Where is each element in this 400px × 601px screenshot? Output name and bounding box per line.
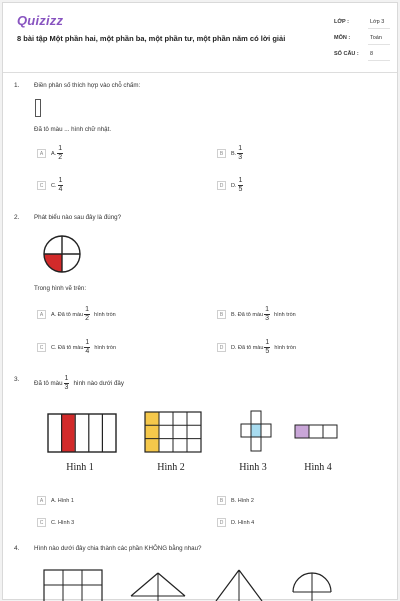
q3-figure-2 xyxy=(144,411,202,453)
grade-value: Lớp 3 xyxy=(370,19,385,25)
q2-number: 2. xyxy=(14,214,20,221)
option-letter-box: D xyxy=(217,343,226,352)
grade-label: LỚP : xyxy=(334,19,349,25)
q3-figure-3-label: Hình 3 xyxy=(239,462,267,473)
q1-option-c[interactable]: C C. $\frac{1}{4}$ xyxy=(37,177,64,194)
option-letter-box: D xyxy=(217,181,226,190)
q3-figure-2-label: Hình 2 xyxy=(157,462,185,473)
grade-underline xyxy=(368,28,390,29)
q3-figure-4-label: Hình 4 xyxy=(304,462,332,473)
q4-number: 4. xyxy=(14,545,20,552)
q3-figure-3 xyxy=(240,410,272,452)
q1-option-a[interactable]: A A. $\frac{1}{2}$ xyxy=(37,145,64,162)
q2-subtext: Trong hình vẽ trên: xyxy=(34,285,87,292)
q3-figure-1 xyxy=(47,413,117,453)
option-letter-box: C xyxy=(37,343,46,352)
q1-rectangle-figure xyxy=(35,99,41,117)
q2-circle-figure xyxy=(41,233,83,275)
q2-text: Phát biểu nào sau đây là đúng? xyxy=(34,214,122,221)
q3-figure-1-label: Hình 1 xyxy=(66,462,94,473)
q3-text: Đã tô màu $\frac{1}{3}$ hình nào dưới đây xyxy=(34,375,124,391)
q3-option-a[interactable]: A A. Hình 1 xyxy=(37,496,74,505)
question-count-label: SỐ CÂU : xyxy=(334,51,359,57)
q3-option-b[interactable]: B B. Hình 2 xyxy=(217,496,254,505)
q4-figure-grid xyxy=(43,569,103,601)
q4-figure-diamond xyxy=(130,572,186,601)
q1-option-b[interactable]: B B. $\frac{1}{3}$ xyxy=(217,145,244,162)
option-letter-box: B xyxy=(217,310,226,319)
option-letter-box: B xyxy=(217,496,226,505)
q3-figure-4 xyxy=(294,424,338,439)
q1-subtext: Đã tô màu ... hình chữ nhật. xyxy=(34,126,112,133)
q4-text: Hình nào dưới đây chia thành các phần KHÔNG bằng nhau? xyxy=(34,545,202,552)
worksheet-page xyxy=(2,2,398,600)
q2-option-c[interactable]: C C. Đã tô màu $\frac{1}{4}$ hình tròn xyxy=(37,339,116,356)
q1-option-d[interactable]: D D. $\frac{1}{5}$ xyxy=(217,177,244,194)
option-letter-box: C xyxy=(37,181,46,190)
subject-label: MÔN : xyxy=(334,35,351,41)
option-letter-box: A xyxy=(37,149,46,158)
q3-number: 3. xyxy=(14,376,20,383)
option-letter-box: A xyxy=(37,310,46,319)
option-letter-box: C xyxy=(37,518,46,527)
subject-value: Toán xyxy=(370,35,382,41)
q2-option-d[interactable]: D D. Đã tô màu $\frac{1}{5}$ hình tròn xyxy=(217,339,296,356)
option-letter-box: A xyxy=(37,496,46,505)
q4-figure-triangle xyxy=(214,569,264,601)
quizizz-logo: Quizizz xyxy=(17,13,64,28)
question-count-underline xyxy=(368,60,390,61)
question-count-value: 8 xyxy=(370,51,374,57)
header-divider xyxy=(3,72,397,73)
q3-option-d[interactable]: D D. Hình 4 xyxy=(217,518,254,527)
q2-option-b[interactable]: B B. Đã tô màu $\frac{1}{3}$ hình tròn xyxy=(217,306,296,323)
q4-figure-circle xyxy=(291,571,333,601)
q1-number: 1. xyxy=(14,82,20,89)
page-title: 8 bài tập Một phần hai, một phần ba, một phần tư, một phần năm có lời giải xyxy=(17,34,286,43)
option-letter-box: B xyxy=(217,149,226,158)
q2-option-a[interactable]: A A. Đã tô màu $\frac{1}{2}$ hình tròn xyxy=(37,306,116,323)
q3-option-c[interactable]: C C. Hình 3 xyxy=(37,518,74,527)
option-letter-box: D xyxy=(217,518,226,527)
subject-underline xyxy=(368,44,390,45)
q1-text: Điền phân số thích hợp vào chỗ chấm: xyxy=(34,82,141,89)
